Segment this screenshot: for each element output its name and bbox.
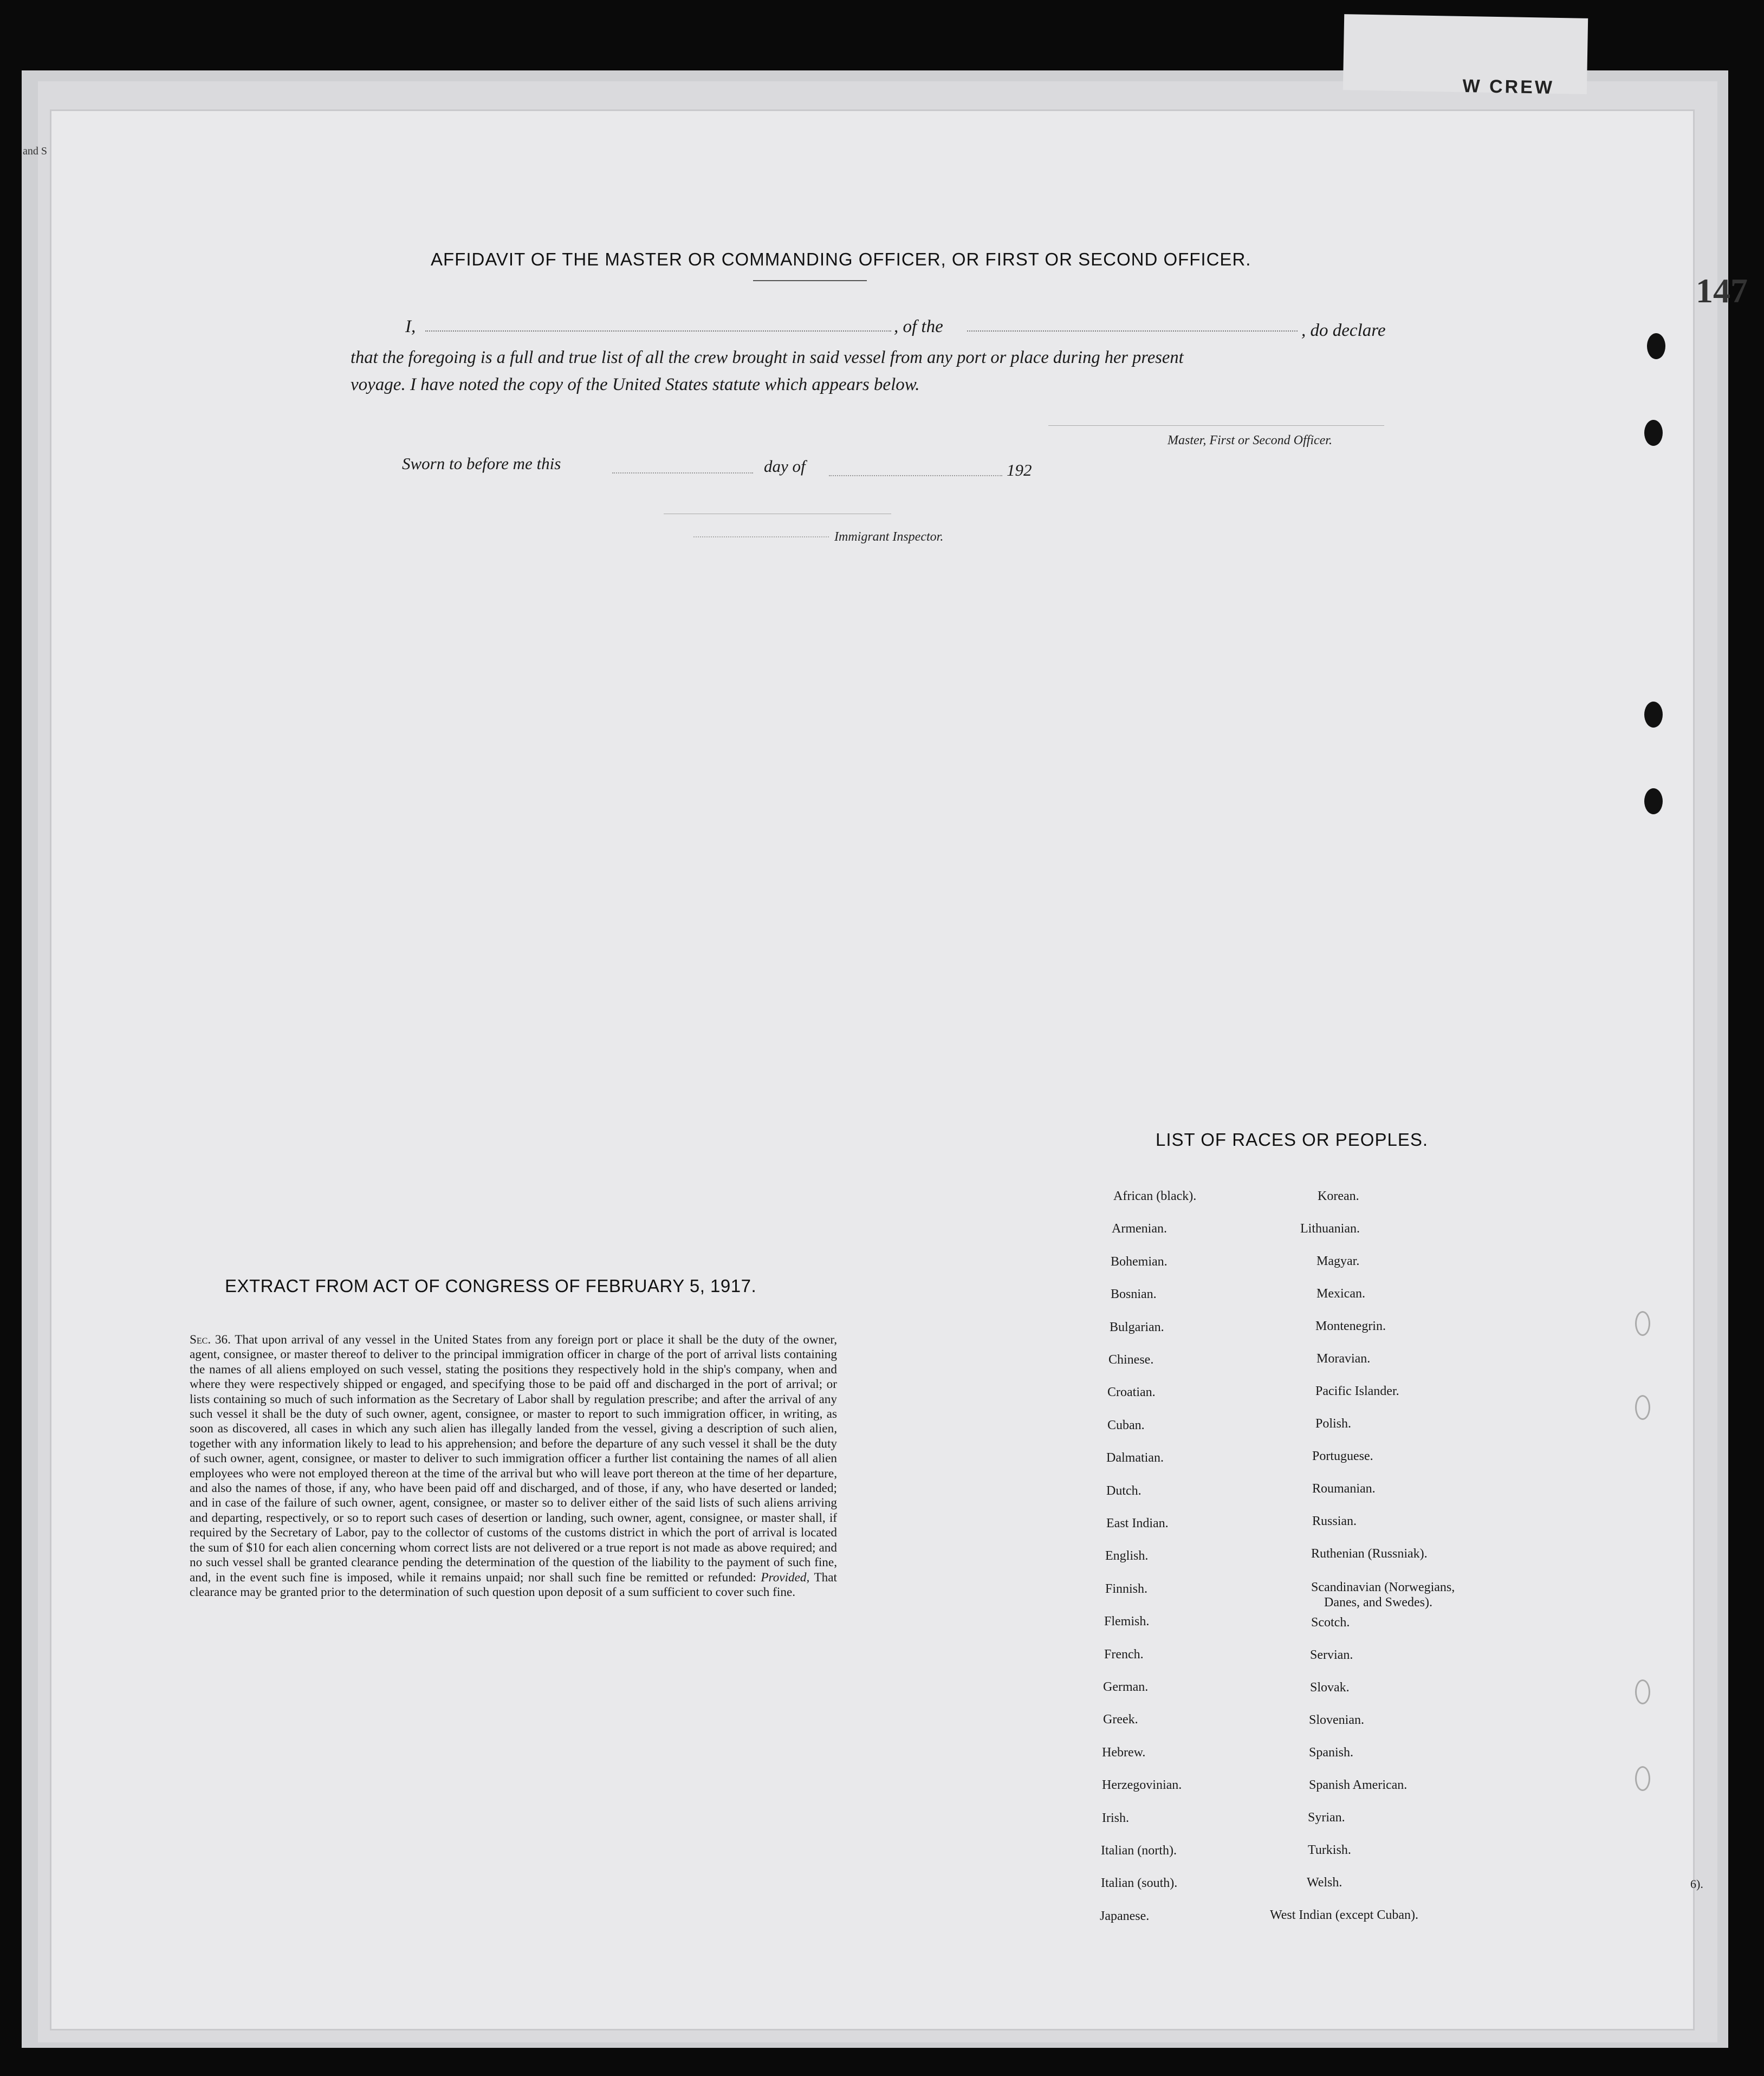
left-edge-label: and S xyxy=(23,145,47,157)
affidavit-of-the: , of the xyxy=(894,317,943,336)
affidavit-title: AFFIDAVIT OF THE MASTER OR COMMANDING OFFICER, OR FIRST OR SECOND OFFICER. xyxy=(431,249,1251,269)
race-item: Italian (south). xyxy=(1101,1876,1178,1891)
extract-body-text: That upon arrival of any vessel in the United States from any foreign port or place it shall be the duty of the owner, agent, consignee, or master thereof to deliver to the principal immigration officer in charge of the port of arrival lists containing the names of all aliens employed on such vessel, stating the positions they respectively hold in the ship's company, when and where they were respectively shipped or engaged, and specifying those to be paid off and discharged in the port of arrival; or lists containing so much of such information as the Secretary of Labor shall by regulation prescribe; and after the arrival of any such vessel it shall be the duty of such owner, agent, consignee, or master to report to such immigration officer, in writing, as soon as discovered, all cases in which any such alien has illegally landed from the vessel, giving a description of such alien, together with any information likely to lead to his apprehension; and before the departure of any such vessel it shall be the duty of such owner, agent, consignee, or master to deliver to such immigration officer a further list containing the names of all alien employees who were not employed thereon at the time of the arrival but who will leave port thereon at the time of her departure, and also the names of those, if any, who have been paid off and discharged, and of those, if any, who have deserted or landed; and in case of the failure of such owner, agent, consignee, or master so to deliver either of the said lists of such aliens arriving and departing, respectively, or so to report such cases of desertion or landing, such owner, agent, consignee, or master shall, if required by the Secretary of Labor, pay to the collector of customs of the customs district in which the port of arrival is located the sum of $10 for each alien concerning whom correct lists are not delivered or a true report is not made as above required; and no such vessel shall be granted clearance pending the determination of the question of the liability to the payment of such fine, and, in the event such fine is imposed, while it remains unpaid; nor shall such fine be remitted or refunded: xyxy=(190,1333,838,1585)
inspector-signature-dots xyxy=(693,536,829,537)
title-divider xyxy=(753,280,867,281)
race-item: Spanish American. xyxy=(1309,1778,1408,1792)
race-item: Polish. xyxy=(1315,1417,1352,1431)
extract-section-label: Sec. 36. xyxy=(190,1333,231,1347)
sworn-month-field[interactable] xyxy=(829,475,1002,476)
race-item: Russian. xyxy=(1312,1514,1357,1528)
race-item: Syrian. xyxy=(1308,1811,1345,1825)
race-item: Bosnian. xyxy=(1111,1287,1157,1302)
race-item: Greek. xyxy=(1103,1712,1138,1727)
extract-provided-word: Provided, xyxy=(761,1570,810,1585)
sworn-day-of: day of xyxy=(764,457,806,476)
punch-hole-icon xyxy=(1647,333,1665,359)
page-number: 147 xyxy=(1696,271,1748,310)
sworn-year: 192 xyxy=(1007,460,1032,479)
affidavit-i: I, xyxy=(405,317,416,336)
race-item: Bohemian. xyxy=(1111,1254,1168,1269)
race-item: Roumanian. xyxy=(1312,1482,1376,1496)
race-item: Cuban. xyxy=(1107,1418,1145,1432)
sworn-day-field[interactable] xyxy=(612,472,753,473)
race-item: Magyar. xyxy=(1316,1254,1360,1268)
punch-hole-icon xyxy=(1635,1679,1650,1704)
race-item: Slovenian. xyxy=(1309,1713,1364,1727)
race-item: French. xyxy=(1104,1647,1144,1662)
extract-title: EXTRACT FROM ACT OF CONGRESS OF FEBRUARY 5, 1917. xyxy=(225,1276,757,1296)
race-item: Scandinavian (Norwegians, xyxy=(1311,1580,1455,1594)
vessel-name-field[interactable] xyxy=(967,330,1298,332)
master-signature-line[interactable] xyxy=(1048,425,1384,426)
race-item: Mexican. xyxy=(1316,1287,1365,1301)
race-item: Chinese. xyxy=(1108,1353,1154,1367)
punch-hole-icon xyxy=(1635,1311,1650,1336)
race-item: Armenian. xyxy=(1112,1222,1167,1236)
extract-text xyxy=(190,1333,837,1600)
race-item: Scotch. xyxy=(1311,1616,1350,1630)
crew-tab xyxy=(1343,14,1588,98)
race-item: Korean. xyxy=(1318,1189,1359,1203)
crew-tab-label: W CREW xyxy=(1462,75,1555,98)
race-item: Bulgarian. xyxy=(1110,1320,1164,1334)
race-item: Dalmatian. xyxy=(1106,1451,1164,1465)
race-item: Herzegovinian. xyxy=(1102,1778,1182,1793)
race-item: Montenegrin. xyxy=(1315,1319,1386,1333)
race-item: Irish. xyxy=(1102,1811,1129,1825)
race-item: Danes, and Swedes). xyxy=(1324,1595,1432,1610)
master-signature-label: Master, First or Second Officer. xyxy=(1168,433,1332,447)
race-item: Servian. xyxy=(1310,1648,1353,1662)
race-item: Portuguese. xyxy=(1312,1449,1373,1463)
punch-hole-icon xyxy=(1644,420,1663,446)
punch-hole-icon xyxy=(1644,702,1663,728)
punch-hole-icon xyxy=(1635,1766,1650,1791)
race-item: Croatian. xyxy=(1107,1385,1156,1400)
race-item: Pacific Islander. xyxy=(1315,1384,1399,1398)
race-item: English. xyxy=(1105,1549,1149,1564)
punch-hole-icon xyxy=(1635,1395,1650,1420)
race-item: East Indian. xyxy=(1106,1516,1169,1530)
race-item: Turkish. xyxy=(1308,1843,1351,1857)
sworn-prefix: Sworn to before me this xyxy=(402,454,561,473)
race-item: Italian (north). xyxy=(1101,1844,1177,1858)
race-item: African (black). xyxy=(1113,1189,1197,1203)
race-item: Flemish. xyxy=(1104,1614,1150,1629)
race-item: West Indian (except Cuban). xyxy=(1270,1908,1418,1922)
race-item: Japanese. xyxy=(1100,1909,1150,1923)
race-item: Lithuanian. xyxy=(1300,1222,1360,1236)
affidavit-line2: that the foregoing is a full and true list of all the crew brought in said vessel from any port or place during her present xyxy=(351,348,1184,367)
race-item: Spanish. xyxy=(1309,1746,1354,1760)
affidavit-declare: , do declare xyxy=(1301,321,1386,340)
race-item: Moravian. xyxy=(1316,1352,1371,1366)
inspector-label: Immigrant Inspector. xyxy=(834,530,944,544)
master-name-field[interactable] xyxy=(425,330,891,332)
race-item: Slovak. xyxy=(1310,1681,1350,1695)
race-item: Dutch. xyxy=(1106,1483,1142,1498)
race-item: German. xyxy=(1103,1680,1149,1694)
manifest-page xyxy=(51,111,1693,2029)
right-edge-label: 6). xyxy=(1690,1877,1703,1891)
race-item: Finnish. xyxy=(1105,1581,1148,1596)
affidavit-line3: voyage. I have noted the copy of the United States statute which appears below. xyxy=(351,375,920,394)
races-title: LIST OF RACES OR PEOPLES. xyxy=(1156,1130,1429,1150)
race-item: Ruthenian (Russniak). xyxy=(1311,1547,1428,1561)
extract-body-text-end: That clearance may be granted prior to the determination of such question upon deposit of a sum sufficient to cover such fine. xyxy=(190,1570,837,1599)
punch-hole-icon xyxy=(1644,788,1663,814)
race-item: Hebrew. xyxy=(1102,1745,1146,1760)
race-item: Welsh. xyxy=(1307,1876,1343,1890)
